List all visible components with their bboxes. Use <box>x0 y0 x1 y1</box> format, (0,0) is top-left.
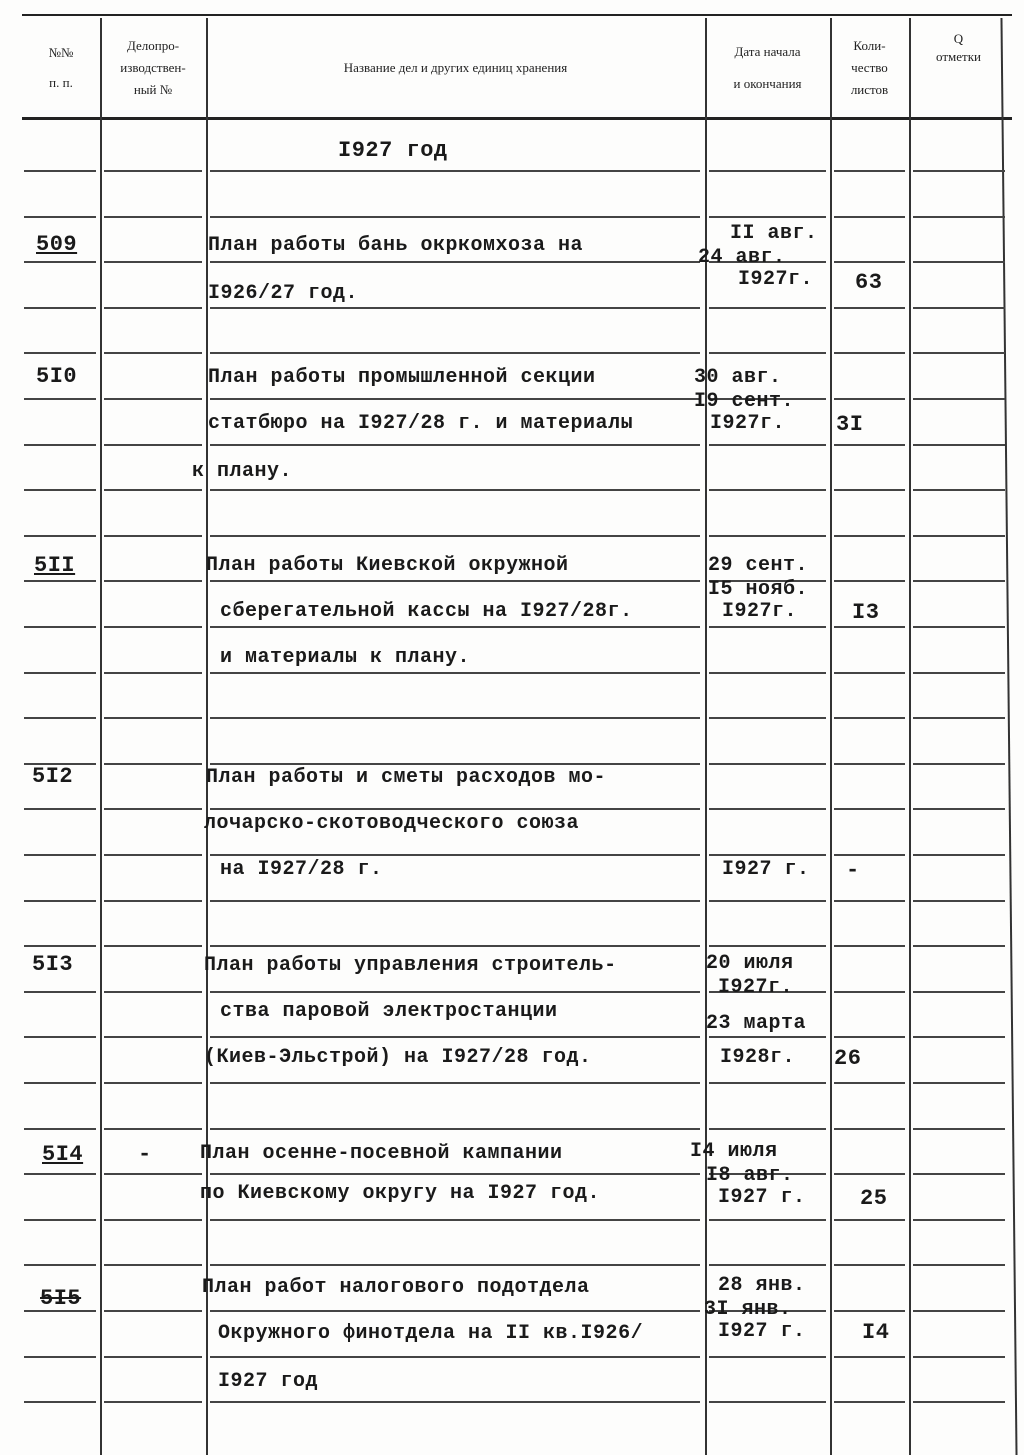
header-office-line: ный № <box>133 82 173 97</box>
header-bottom-border <box>22 117 1012 120</box>
ruled-line <box>834 854 905 856</box>
record-date-year: I928г. <box>720 1046 796 1069</box>
ruled-line <box>210 626 700 628</box>
record-number: 5I4 <box>42 1142 84 1167</box>
header-dates-line: Дата начала <box>734 44 801 59</box>
ruled-line <box>834 489 905 491</box>
ruled-line <box>709 444 826 446</box>
ruled-line <box>913 535 1005 537</box>
record-number: 5I2 <box>32 764 74 789</box>
ruled-line <box>104 1082 202 1084</box>
record-title-line: Окружного финотдела на II кв.I926/ <box>218 1322 644 1345</box>
record-date-start: 20 июля <box>706 952 794 975</box>
ruled-line <box>709 854 826 856</box>
ruled-line <box>834 1401 905 1403</box>
ruled-line <box>913 991 1005 993</box>
ruled-line <box>210 1036 700 1038</box>
ruled-line <box>104 1036 202 1038</box>
ruled-line <box>709 717 826 719</box>
ruled-line <box>709 352 826 354</box>
record-sheets: - <box>846 858 860 883</box>
record-title-line: План работы бань окркомхоза на <box>208 234 584 257</box>
ruled-line <box>709 1356 826 1358</box>
ruled-line <box>709 489 826 491</box>
ruled-line <box>24 216 96 218</box>
ruled-line <box>104 945 202 947</box>
ruled-line <box>24 1036 96 1038</box>
ruled-line <box>834 763 905 765</box>
ruled-line <box>24 854 96 856</box>
record-sheets: 26 <box>834 1046 862 1071</box>
record-title-line: сберегательной кассы на I927/28г. <box>220 600 633 623</box>
column-divider <box>909 18 911 1455</box>
ruled-line <box>104 444 202 446</box>
header-notes <box>909 22 1008 120</box>
ruled-line <box>24 991 96 993</box>
ruled-line <box>709 672 826 674</box>
ruled-line <box>913 1264 1005 1266</box>
ruled-line <box>913 580 1005 582</box>
record-date-start: 30 авг. <box>694 366 782 389</box>
ruled-line <box>104 307 202 309</box>
ruled-line <box>913 1082 1005 1084</box>
ruled-line <box>913 1036 1005 1038</box>
ruled-line <box>834 1173 905 1175</box>
record-sheets: I4 <box>862 1320 890 1345</box>
ruled-line <box>913 763 1005 765</box>
ruled-line <box>24 945 96 947</box>
ruled-line <box>834 945 905 947</box>
header-number-line: п. п. <box>49 75 73 90</box>
header-title-text: Название дел и других единиц хранения <box>343 60 568 75</box>
ruled-line <box>913 900 1005 902</box>
ruled-line <box>834 1264 905 1266</box>
ruled-line <box>104 672 202 674</box>
ruled-line <box>210 352 700 354</box>
ruled-line <box>913 672 1005 674</box>
ruled-line <box>709 763 826 765</box>
ruled-line <box>210 1356 700 1358</box>
ruled-line <box>104 717 202 719</box>
ruled-line <box>104 626 202 628</box>
ruled-line <box>210 763 700 765</box>
ruled-line <box>913 352 1005 354</box>
ruled-line <box>24 1356 96 1358</box>
record-title-line: План работы и сметы расходов мо- <box>206 766 607 789</box>
ruled-line <box>210 398 700 400</box>
ruled-line <box>104 808 202 810</box>
ruled-line <box>834 1219 905 1221</box>
record-sheets: I3 <box>852 600 880 625</box>
ruled-line <box>709 1128 826 1130</box>
record-title-line: План осенне-посевной кампании <box>200 1142 563 1165</box>
ruled-line <box>834 398 905 400</box>
ruled-line <box>210 1082 700 1084</box>
ruled-line <box>104 261 202 263</box>
ruled-line <box>104 991 202 993</box>
ruled-line <box>210 216 700 218</box>
ruled-line <box>913 261 1005 263</box>
header-office-line: изводствен- <box>120 60 186 75</box>
ruled-line <box>210 444 700 446</box>
ruled-line <box>210 1128 700 1130</box>
ruled-line <box>210 170 700 172</box>
ruled-line <box>210 808 700 810</box>
ruled-line <box>104 1356 202 1358</box>
ruled-line <box>210 307 700 309</box>
ruled-line <box>104 854 202 856</box>
ruled-line <box>913 170 1005 172</box>
record-title-line: План работ налогового подотдела <box>202 1276 590 1299</box>
ruled-line <box>913 1401 1005 1403</box>
record-date-start: 29 сент. <box>708 554 809 577</box>
record-title-line: План работы управления строитель- <box>204 954 617 977</box>
ruled-line <box>709 1219 826 1221</box>
ruled-line <box>24 261 96 263</box>
ruled-line <box>834 170 905 172</box>
header-notes-line: отметки <box>936 49 981 64</box>
record-date-year: I927 г. <box>718 1186 806 1209</box>
record-number: 5I3 <box>32 952 74 977</box>
ruled-line <box>210 672 700 674</box>
ruled-line <box>834 808 905 810</box>
record-date-start: 28 янв. <box>718 1274 806 1297</box>
ruled-line <box>913 854 1005 856</box>
column-divider <box>705 18 707 1455</box>
record-title-line: План работы Киевской окружной <box>206 554 569 577</box>
record-title-line: (Киев-Эльстрой) на I927/28 год. <box>204 1046 592 1069</box>
header-number <box>22 22 100 114</box>
header-office-line: Делопро- <box>126 38 180 53</box>
record-date-end: 23 марта <box>706 1012 807 1035</box>
ruled-line <box>913 216 1005 218</box>
ruled-line <box>913 626 1005 628</box>
ruled-line <box>913 307 1005 309</box>
header-notes-mark: Q <box>953 31 964 46</box>
ruled-line <box>834 1082 905 1084</box>
ruled-line <box>24 535 96 537</box>
ruled-line <box>834 1128 905 1130</box>
record-date-year: I927г. <box>718 976 794 999</box>
ruled-line <box>104 216 202 218</box>
ruled-line <box>104 1173 202 1175</box>
ruled-line <box>104 489 202 491</box>
ruled-line <box>834 626 905 628</box>
ruled-line <box>24 672 96 674</box>
ruled-line <box>210 489 700 491</box>
header-sheets-line: чество <box>851 60 888 75</box>
record-date-end: 24 авг. <box>698 246 786 269</box>
ruled-line <box>24 580 96 582</box>
ruled-line <box>834 717 905 719</box>
ruled-line <box>709 1401 826 1403</box>
ruled-line <box>913 1356 1005 1358</box>
record-date-year: I927г. <box>710 412 786 435</box>
record-title-line: лочарско-скотоводческого союза <box>204 812 580 835</box>
ruled-line <box>913 1173 1005 1175</box>
ruled-line <box>834 261 905 263</box>
top-border <box>22 14 1012 16</box>
record-date-end: I9 сент. <box>694 390 795 413</box>
ruled-line <box>834 580 905 582</box>
ruled-line <box>104 1219 202 1221</box>
ruled-line <box>834 444 905 446</box>
ruled-line <box>834 216 905 218</box>
ruled-line <box>709 1264 826 1266</box>
record-title-line: I926/27 год. <box>208 282 359 305</box>
ruled-line <box>210 1310 700 1312</box>
ruled-line <box>24 808 96 810</box>
ruled-line <box>24 1401 96 1403</box>
ruled-line <box>913 444 1005 446</box>
ruled-line <box>24 398 96 400</box>
column-divider <box>830 18 832 1455</box>
record-date-year: I927 г. <box>718 1320 806 1343</box>
ruled-line <box>104 1264 202 1266</box>
ruled-line <box>709 307 826 309</box>
ruled-line <box>709 900 826 902</box>
header-number-line: №№ <box>48 45 74 60</box>
ruled-line <box>24 307 96 309</box>
ruled-line <box>709 626 826 628</box>
ruled-line <box>210 1173 700 1175</box>
ruled-line <box>913 945 1005 947</box>
column-divider <box>100 18 102 1455</box>
ruled-line <box>104 170 202 172</box>
ruled-line <box>210 1264 700 1266</box>
ruled-line <box>210 900 700 902</box>
ruled-line <box>834 991 905 993</box>
ruled-line <box>913 1128 1005 1130</box>
ruled-line <box>913 717 1005 719</box>
header-dates-line: и окончания <box>733 76 802 91</box>
ruled-line <box>709 1082 826 1084</box>
ruled-line <box>24 489 96 491</box>
ruled-line <box>913 398 1005 400</box>
record-date-year: I927г. <box>738 268 814 291</box>
ruled-line <box>24 170 96 172</box>
ruled-line <box>709 945 826 947</box>
ruled-line <box>24 626 96 628</box>
section-heading: I927 год <box>338 138 448 163</box>
ruled-line <box>24 1173 96 1175</box>
record-number: 509 <box>36 232 78 257</box>
record-date-end: I8 авг. <box>706 1164 794 1187</box>
record-number: 5I5 <box>40 1286 82 1311</box>
record-date-start: II авг. <box>730 222 818 245</box>
record-sheets: 3I <box>836 412 864 437</box>
ruled-line <box>913 808 1005 810</box>
ruled-line <box>210 991 700 993</box>
record-sheets: 63 <box>855 270 883 295</box>
record-office-number: - <box>138 1142 152 1167</box>
ruled-line <box>913 1219 1005 1221</box>
ruled-line <box>24 1082 96 1084</box>
ruled-line <box>913 489 1005 491</box>
header-title <box>206 22 705 114</box>
record-date-year: I927г. <box>722 600 798 623</box>
record-title-line: статбюро на I927/28 г. и материалы <box>208 412 634 435</box>
ruled-line <box>104 1128 202 1130</box>
ruled-line <box>104 352 202 354</box>
ruled-line <box>24 900 96 902</box>
ruled-line <box>834 900 905 902</box>
ruled-line <box>210 580 700 582</box>
ruled-line <box>834 1356 905 1358</box>
ruled-line <box>834 307 905 309</box>
ruled-line <box>709 535 826 537</box>
record-title-line: I927 год <box>218 1370 319 1393</box>
ruled-line <box>24 352 96 354</box>
header-dates <box>705 22 830 114</box>
ruled-line <box>24 717 96 719</box>
record-number: 5I0 <box>36 364 78 389</box>
ruled-line <box>834 1036 905 1038</box>
ruled-line <box>104 398 202 400</box>
record-sheets: 25 <box>860 1186 888 1211</box>
ruled-line <box>210 854 700 856</box>
record-title-line: на I927/28 г. <box>220 858 383 881</box>
ruled-line <box>913 1310 1005 1312</box>
header-office-number <box>100 22 206 114</box>
record-date-start: I4 июля <box>690 1140 778 1163</box>
ruled-line <box>834 535 905 537</box>
record-title-line: План работы промышленной секции <box>208 366 596 389</box>
ruled-line <box>104 1401 202 1403</box>
ruled-line <box>104 763 202 765</box>
record-number: 5II <box>34 553 76 578</box>
header-sheets-line: листов <box>850 82 889 97</box>
ruled-line <box>104 580 202 582</box>
ruled-line <box>210 945 700 947</box>
ruled-line <box>210 1401 700 1403</box>
ruled-line <box>210 1219 700 1221</box>
ruled-line <box>24 444 96 446</box>
ruled-line <box>210 261 700 263</box>
ruled-line <box>104 900 202 902</box>
ruled-line <box>210 717 700 719</box>
ruled-line <box>709 216 826 218</box>
record-title-line: по Киевскому округу на I927 год. <box>200 1182 601 1205</box>
header-sheets <box>830 22 909 114</box>
ruled-line <box>834 352 905 354</box>
record-date-year: I927 г. <box>722 858 810 881</box>
ruled-line <box>834 672 905 674</box>
ruled-line <box>104 535 202 537</box>
record-date-end: 3I янв. <box>704 1298 792 1321</box>
record-title-line: ства паровой электростанции <box>220 1000 558 1023</box>
ruled-line <box>104 1310 202 1312</box>
record-date-end: I5 нояб. <box>708 578 809 601</box>
header-sheets-line: Коли- <box>853 38 886 53</box>
ruled-line <box>24 1219 96 1221</box>
ruled-line <box>709 1036 826 1038</box>
ruled-line <box>24 1128 96 1130</box>
ruled-line <box>709 170 826 172</box>
ruled-line <box>24 1264 96 1266</box>
record-title-line: к плану. <box>192 460 293 483</box>
record-title-line: и материалы к плану. <box>220 646 471 669</box>
ruled-line <box>709 808 826 810</box>
ruled-line <box>834 1310 905 1312</box>
ruled-line <box>210 535 700 537</box>
column-divider <box>1000 18 1017 1455</box>
